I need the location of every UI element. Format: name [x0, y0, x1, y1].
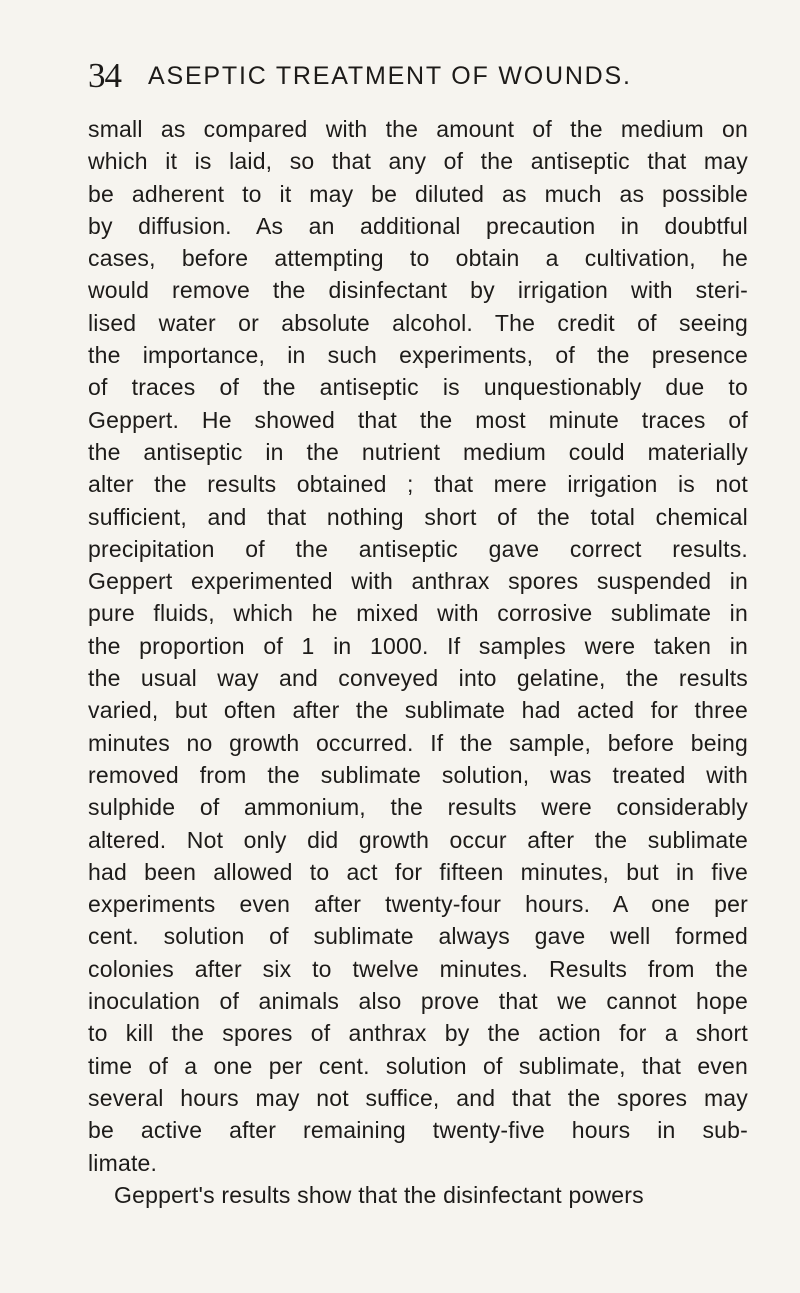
text-line: inoculation of animals also prove that we cannot hope	[88, 988, 748, 1015]
text-line: removed from the sublimate solution, was treated with	[88, 761, 748, 788]
text-line: by diffusion. As an additional precaution in doubtful	[88, 212, 748, 239]
text-line: of traces of the antiseptic is unquestionably due to	[88, 374, 748, 401]
text-line: the importance, in such experiments, of the presence	[88, 342, 748, 369]
running-head	[88, 54, 748, 98]
page-number: 34	[88, 56, 121, 95]
text-line: would remove the disinfectant by irrigation with steri-	[88, 277, 748, 304]
text-line: the antiseptic in the nutrient medium could materially	[88, 438, 748, 465]
text-line: time of a one per cent. solution of sublimate, that even	[88, 1052, 748, 1079]
text-line: lised water or absolute alcohol. The credit of seeing	[88, 309, 748, 336]
text-line: precipitation of the antiseptic gave correct results.	[88, 535, 748, 562]
body-text	[88, 113, 748, 1211]
running-title: ASEPTIC TREATMENT OF WOUNDS.	[148, 62, 632, 90]
text-line: the usual way and conveyed into gelatine, the results	[88, 665, 748, 692]
text-line: minutes no growth occurred. If the sample, before being	[88, 729, 748, 756]
text-line: altered. Not only did growth occur after the sublimate	[88, 826, 748, 853]
text-line: sulphide of ammonium, the results were considerably	[88, 794, 748, 821]
text-line: several hours may not suffice, and that the spores may	[88, 1084, 748, 1111]
text-line: be adherent to it may be diluted as much as possible	[88, 180, 748, 207]
text-line: cent. solution of sublimate always gave well formed	[88, 923, 748, 950]
text-line: Geppert. He showed that the most minute traces of	[88, 406, 748, 433]
text-line: colonies after six to twelve minutes. Results from the	[88, 955, 748, 982]
text-line: Geppert experimented with anthrax spores suspended in	[88, 568, 748, 595]
text-line: sufficient, and that nothing short of the total chemical	[88, 503, 748, 530]
text-line: pure fluids, which he mixed with corrosive sublimate in	[88, 600, 748, 627]
text-line: had been allowed to act for fifteen minutes, but in five	[88, 858, 748, 885]
text-line: to kill the spores of anthrax by the action for a short	[88, 1020, 748, 1047]
text-line: experiments even after twenty-four hours. A one per	[88, 891, 748, 918]
text-line: cases, before attempting to obtain a cultivation, he	[88, 245, 748, 272]
text-line: alter the results obtained ; that mere irrigation is not	[88, 471, 748, 498]
text-line: the proportion of 1 in 1000. If samples were taken in	[88, 632, 748, 659]
text-line: varied, but often after the sublimate had acted for three	[88, 697, 748, 724]
text-line: be active after remaining twenty-five hours in sub-	[88, 1117, 748, 1144]
paragraph-start-line: Geppert's results show that the disinfectant powers	[114, 1181, 644, 1208]
text-line: small as compared with the amount of the medium on	[88, 116, 748, 142]
text-line: which it is laid, so that any of the antiseptic that may	[88, 148, 748, 175]
paragraph-end-line: limate.	[88, 1149, 158, 1176]
